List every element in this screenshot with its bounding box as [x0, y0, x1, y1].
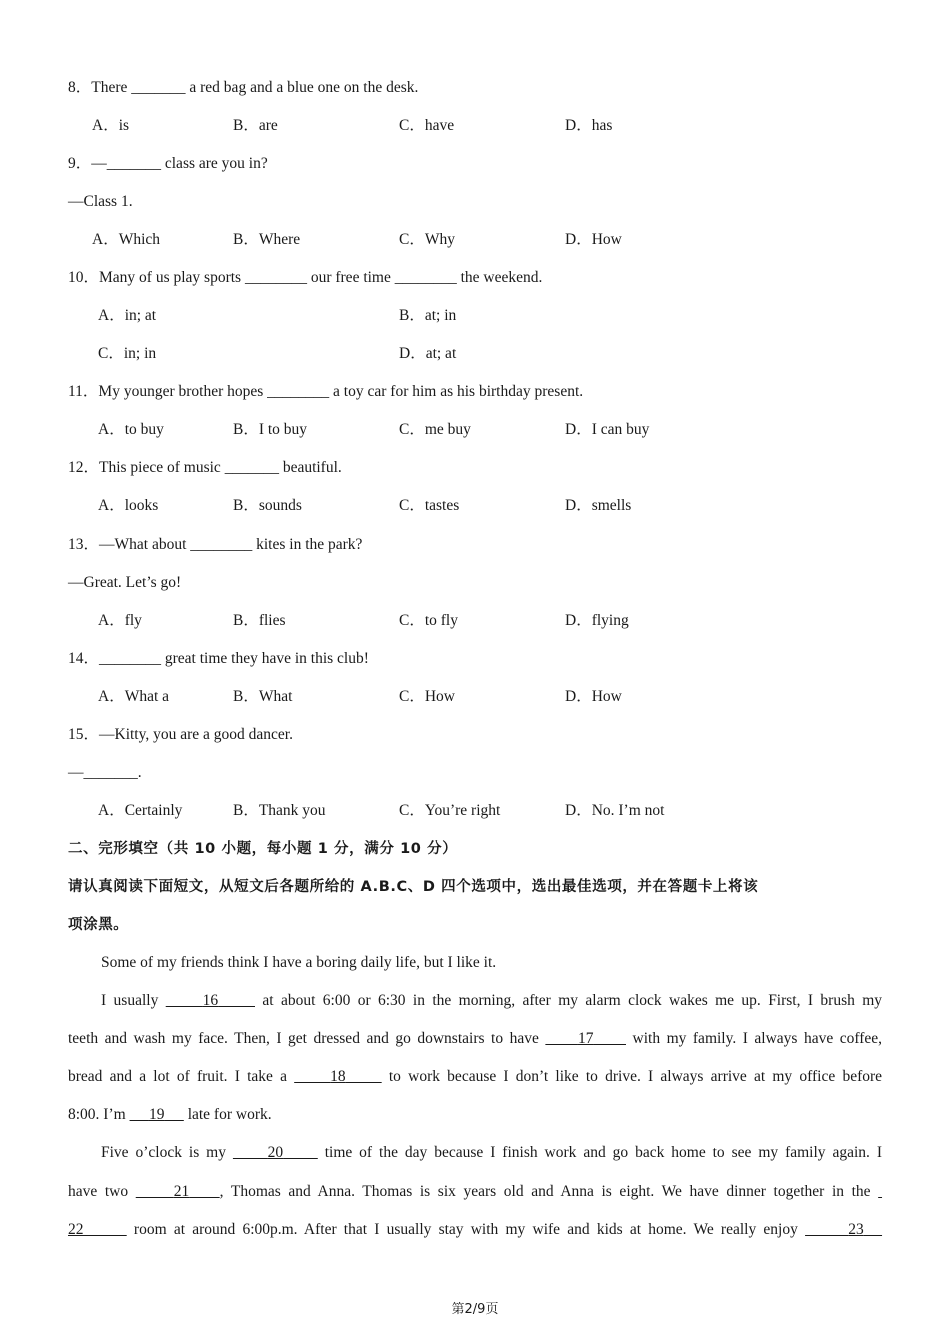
q13-option-a: A．fly: [98, 612, 142, 629]
passage-text: bread and a lot of fruit. I take a: [68, 1068, 287, 1085]
question-13-reply: —Great. Let’s go!: [68, 574, 182, 591]
question-11-stem: 11．My younger brother hopes ________ a toy car for him as his birthday present.: [68, 383, 584, 400]
passage-line-3: [68, 1029, 882, 1049]
passage-line-8: [68, 1220, 882, 1240]
blank-22-start: [878, 1183, 882, 1200]
q9-option-a: A．Which: [92, 231, 161, 248]
q9-option-d: D．How: [565, 231, 622, 248]
q15-option-b: B．Thank you: [233, 802, 326, 819]
passage-text: late for work.: [187, 1106, 272, 1123]
blank-23: 23: [848, 1221, 864, 1238]
q12-option-d: D．smells: [565, 497, 632, 514]
q8-option-c: C．have: [399, 117, 455, 134]
passage-text: Five o’clock is my: [101, 1144, 226, 1161]
blank-21: 21: [173, 1183, 190, 1200]
question-13-stem: 13．—What about ________ kites in the park?: [68, 536, 363, 553]
q10-option-a: A．in; at: [98, 307, 157, 324]
question-12-stem: 12．This piece of music _______ beautiful.: [68, 459, 342, 476]
q12-option-a: A．looks: [98, 497, 159, 514]
page-number: 第2/9页: [451, 1302, 499, 1317]
q12-option-c: C．tastes: [399, 497, 460, 514]
q14-option-c: C．How: [399, 688, 455, 705]
passage-line-2: [101, 991, 882, 1011]
question-9-reply: —Class 1.: [68, 193, 133, 210]
blank-18: 18: [330, 1068, 346, 1085]
q9-option-c: C．Why: [399, 231, 455, 248]
q10-option-b: B．at; in: [399, 307, 457, 324]
passage-text: I usually: [101, 992, 159, 1009]
q12-option-b: B．sounds: [233, 497, 302, 514]
question-14-stem: 14．________ great time they have in this club!: [68, 650, 369, 667]
q15-option-a: A．Certainly: [98, 802, 183, 819]
passage-text: teeth and wash my face. Then, I get dressed and go downstairs to have: [68, 1030, 539, 1047]
q11-option-c: C．me buy: [399, 421, 471, 438]
q8-option-d: D．has: [565, 117, 613, 134]
question-15-reply: —_______.: [68, 764, 142, 781]
blank-22: 22: [68, 1221, 84, 1238]
passage-line-7: [68, 1182, 882, 1202]
q13-option-d: D．flying: [565, 612, 629, 629]
question-8-stem: 8．There _______ a red bag and a blue one on the desk.: [68, 79, 419, 96]
q11-option-d: D．I can buy: [565, 421, 650, 438]
section-2-instruction-line-1: 请认真阅读下面短文，从短文后各题所给的 A.B.C、D 四个选项中，选出最佳选项，并在答题卡上将该: [68, 879, 759, 895]
blank-20: 20: [267, 1144, 284, 1161]
q8-option-b: B．are: [233, 117, 278, 134]
q15-option-d: D．No. I’m not: [565, 802, 665, 819]
passage-text: have two: [68, 1183, 129, 1200]
passage-text: 8:00. I’m: [68, 1106, 126, 1123]
passage-line-5: [68, 1105, 882, 1125]
passage-text: , Thomas and Anna. Thomas is six years old and Anna is eight. We have dinner together in the: [219, 1183, 871, 1200]
q8-option-a: A．is: [92, 117, 130, 134]
q11-option-a: A．to buy: [98, 421, 164, 438]
passage-text: to work because I don’t like to drive. I always arrive at my office before: [388, 1068, 883, 1085]
section-2-instruction-line-2: 项涂黑。: [68, 917, 129, 933]
passage-text: at about 6:00 or 6:30 in the morning, after my alarm clock wakes me up. First, I brush my: [262, 992, 883, 1009]
passage-line-4: [68, 1067, 882, 1087]
passage-text: with my family. I always have coffee,: [632, 1030, 883, 1047]
passage-text: time of the day because I finish work and go back home to see my family again. I: [324, 1144, 883, 1161]
blank-17: 17: [577, 1030, 594, 1047]
q13-option-c: C．to fly: [399, 612, 458, 629]
q9-option-b: B．Where: [233, 231, 301, 248]
q14-option-d: D．How: [565, 688, 622, 705]
q14-option-b: B．What: [233, 688, 293, 705]
q11-option-b: B．I to buy: [233, 421, 308, 438]
section-2-title: 二、完形填空（共 10 小题，每小题 1 分，满分 10 分）: [68, 841, 458, 857]
blank-19: 19: [148, 1106, 165, 1123]
q13-option-b: B．flies: [233, 612, 286, 629]
question-15-stem: 15．—Kitty, you are a good dancer.: [68, 726, 293, 743]
blank-16: 16: [202, 992, 219, 1009]
q14-option-a: A．What a: [98, 688, 170, 705]
passage-text: room at around 6:00p.m. After that I usually stay with my wife and kids at home. We really enjoy: [133, 1221, 798, 1238]
passage-line-6: [101, 1143, 882, 1163]
q10-option-c: C．in; in: [98, 345, 157, 362]
q15-option-c: C．You’re right: [399, 802, 501, 819]
q10-option-d: D．at; at: [399, 345, 457, 362]
passage-paragraph-1: Some of my friends think I have a boring daily life, but I like it.: [101, 954, 497, 971]
question-10-stem: 10．Many of us play sports ________ our free time ________ the weekend.: [68, 269, 543, 286]
question-9-stem: 9．—_______ class are you in?: [68, 155, 268, 172]
